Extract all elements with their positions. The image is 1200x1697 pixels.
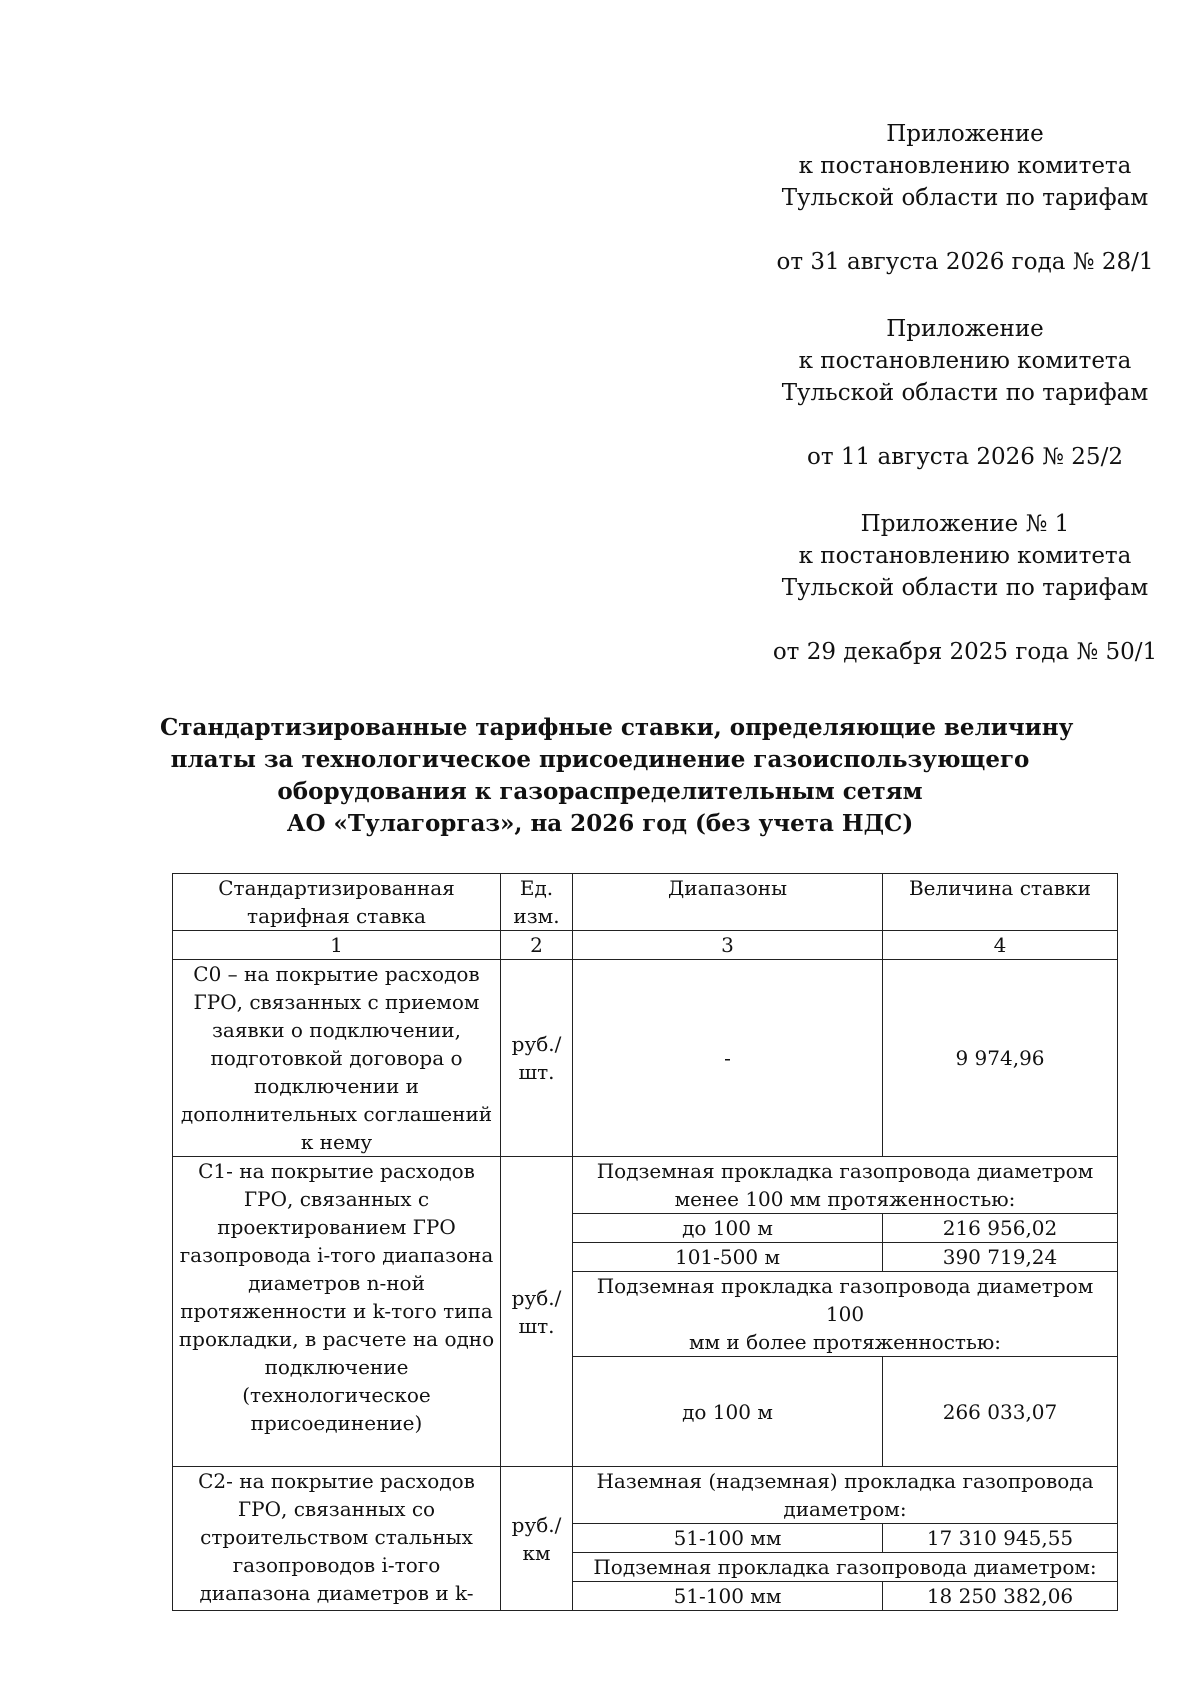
range-cell: до 100 м	[573, 1214, 883, 1243]
header-unit: Ед. изм.	[501, 874, 573, 931]
rate-description-c2: С2- на покрытие расходов ГРО, связанных со строительством стальных газопроводов i-того диапазона диаметров и k-	[173, 1467, 501, 1611]
appendix-date: от 31 августа 2026 года № 28/1	[776, 249, 1154, 275]
table-row-c0	[173, 960, 1118, 1157]
value-c0: 9 974,96	[883, 960, 1118, 1157]
range-cell: до 100 м	[573, 1357, 883, 1467]
appendix-line: к постановлению комитета	[798, 348, 1132, 374]
c2-group1-heading: Наземная (надземная) прокладка газопровода диаметром:	[573, 1467, 1118, 1524]
header-value: Величина ставки	[883, 874, 1118, 931]
header-rate: Стандартизированная тарифная ставка	[173, 874, 501, 931]
appendix-line: Тульской области по тарифам	[781, 380, 1149, 406]
appendix-heading: Приложение № 1	[860, 511, 1070, 537]
appendix-line: к постановлению комитета	[798, 543, 1132, 569]
unit-c2: руб./ км	[501, 1467, 573, 1611]
unit-c0: руб./ шт.	[501, 960, 573, 1157]
c1-group2-heading: Подземная прокладка газопровода диаметром 100 мм и более протяженностью:	[573, 1272, 1118, 1357]
column-number: 2	[501, 931, 573, 960]
appendix-block-1	[700, 118, 1200, 278]
value-cell: 390 719,24	[883, 1243, 1118, 1272]
range-cell: 101-500 м	[573, 1243, 883, 1272]
value-cell: 216 956,02	[883, 1214, 1118, 1243]
title-line: Стандартизированные тарифные ставки, определяющие величину	[160, 714, 1074, 741]
table-header-row	[173, 874, 1118, 931]
tariff-table	[172, 873, 1118, 1611]
rate-description-c1: С1- на покрытие расходов ГРО, связанных с проектированием ГРО газопровода i-того диапазона диаметров n-ной протяженности и k-того типа прокладки, в расчете на одно подключение (технологическое присоединение)	[173, 1157, 501, 1467]
appendix-heading: Приложение	[886, 316, 1044, 342]
appendix-heading: Приложение	[886, 121, 1044, 147]
range-cell: 51-100 мм	[573, 1582, 883, 1611]
column-number: 1	[173, 931, 501, 960]
title-line: оборудования к газораспределительным сетям	[277, 778, 923, 805]
appendix-date: от 29 декабря 2025 года № 50/1	[772, 639, 1158, 665]
c1-group1-row	[173, 1157, 1118, 1214]
c2-group1-row	[173, 1467, 1118, 1524]
column-number-row	[173, 931, 1118, 960]
appendix-date: от 11 августа 2026 № 25/2	[807, 444, 1123, 470]
range-cell: 51-100 мм	[573, 1524, 883, 1553]
value-cell: 266 033,07	[883, 1357, 1118, 1467]
value-cell: 17 310 945,55	[883, 1524, 1118, 1553]
range-c0: -	[573, 960, 883, 1157]
appendix-block-2	[700, 313, 1200, 473]
c2-group2-heading: Подземная прокладка газопровода диаметром:	[573, 1553, 1118, 1582]
column-number: 4	[883, 931, 1118, 960]
title-line: платы за технологическое присоединение газоиспользующего	[170, 746, 1030, 773]
rate-description-c0: С0 – на покрытие расходов ГРО, связанных с приемом заявки о подключении, подготовкой договора о подключении и дополнительных соглашений к нему	[173, 960, 501, 1157]
appendix-line: к постановлению комитета	[798, 153, 1132, 179]
appendix-block-3	[700, 508, 1200, 668]
c1-group1-heading: Подземная прокладка газопровода диаметром менее 100 мм протяженностью:	[573, 1157, 1118, 1214]
document-title	[160, 712, 1074, 840]
column-number: 3	[573, 931, 883, 960]
value-cell: 18 250 382,06	[883, 1582, 1118, 1611]
appendix-line: Тульской области по тарифам	[781, 575, 1149, 601]
title-line: АО «Тулагоргаз», на 2026 год (без учета НДС)	[286, 810, 914, 837]
header-ranges: Диапазоны	[573, 874, 883, 931]
unit-c1: руб./ шт.	[501, 1157, 573, 1467]
appendix-line: Тульской области по тарифам	[781, 185, 1149, 211]
